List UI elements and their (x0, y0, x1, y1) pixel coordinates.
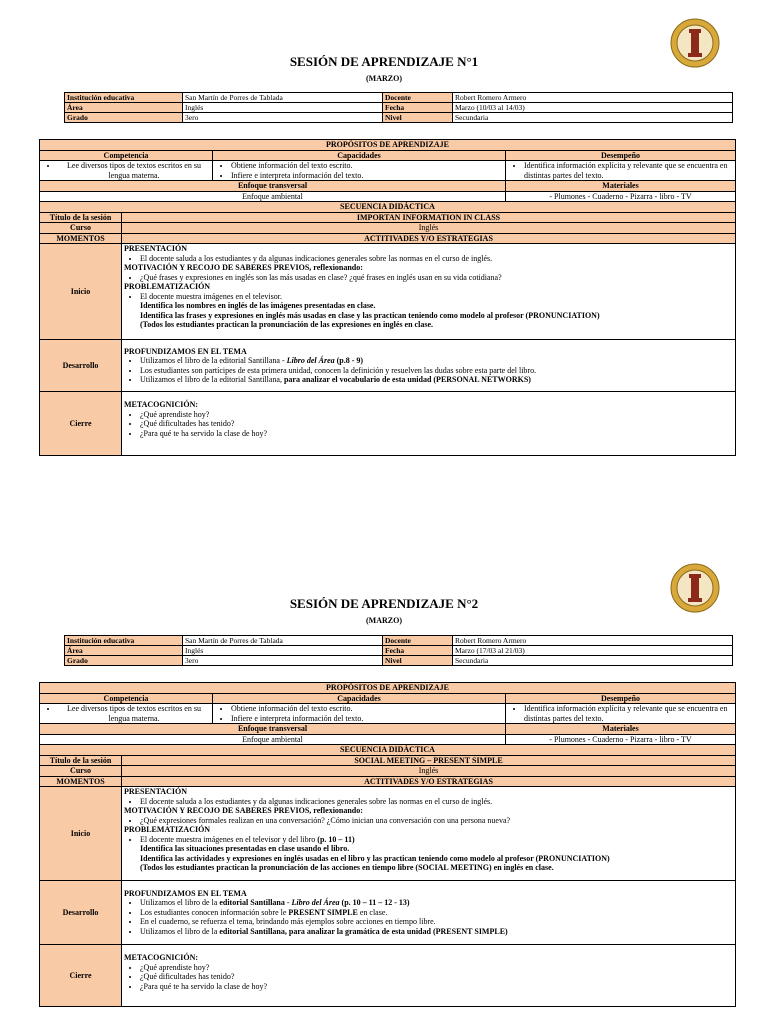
desarrollo-item: • Utilizamos el libro de la editorial Santillana, para analizar el vocabulario de esta unidad (PERSONAL NETWORKS) (140, 375, 733, 385)
desempeno-item: • Identifica información explícita y relevante que se encuentra en distintas partes del texto. (524, 704, 733, 723)
enfoque-value: Enfoque ambiental (40, 191, 506, 202)
problematizacion-title: PROBLEMATIZACIÓN (124, 825, 211, 834)
competencia-cell (40, 704, 213, 724)
level-value: Secundaria (453, 656, 733, 666)
purposes-table (39, 139, 736, 456)
titulo-value: IMPORTAN INFORMATION IN CLASS (122, 212, 736, 223)
competencia-header: Competencia (40, 150, 213, 161)
teacher-label: Docente (383, 93, 453, 103)
cierre-question: • ¿Qué dificultades has tenido? (140, 972, 733, 982)
desarrollo-item: • Los estudiantes son partícipes de esta primera unidad, conocen la definición y resuelven las dudas sobre esta parte del libro. (140, 366, 733, 376)
curso-label: Curso (40, 223, 122, 234)
capacidades-cell (213, 161, 506, 181)
desarrollo-item: • Utilizamos el libro de la editorial Santillana, para analizar la gramática de esta unidad (PRESENT SIMPLE) (140, 927, 733, 937)
curso-value: Inglés (122, 223, 736, 234)
desarrollo-title: PROFUNDIZAMOS EN EL TEMA (124, 346, 247, 356)
competencia-cell (40, 161, 213, 181)
area-value: Inglés (183, 646, 383, 656)
motivacion-title: MOTIVACIÓN Y RECOJO DE SABERES PREVIOS, reflexionando: (124, 263, 363, 272)
grade-value: 3ero (183, 113, 383, 123)
metacognicion-title: METACOGNICIÓN: (124, 400, 199, 409)
capacidades-header: Capacidades (213, 693, 506, 704)
area-label: Área (65, 103, 183, 113)
date-label: Fecha (383, 646, 453, 656)
desempeno-header: Desempeño (506, 150, 736, 161)
level-label: Nivel (383, 656, 453, 666)
cierre-question: • ¿Qué dificultades has tenido? (140, 419, 733, 429)
desarrollo-item: • En el cuaderno, se refuerza el tema, brindando más ejemplos sobre acciones en tiempo libre. (140, 917, 733, 927)
info-table (64, 635, 733, 666)
purposes-table (39, 682, 736, 1007)
inicio-label: Inicio (40, 244, 122, 340)
capacidades-header: Capacidades (213, 150, 506, 161)
grade-label: Grado (65, 656, 183, 666)
capacidad-item: • Infiere e interpreta información del texto. (231, 171, 503, 181)
session-month: (MARZO) (366, 74, 402, 83)
materiales-value: - Plumones - Cuaderno - Pizarra - libro - TV (506, 191, 736, 202)
cierre-question: • ¿Para qué te ha servido la clase de hoy? (140, 982, 733, 992)
momentos-label: MOMENTOS (40, 233, 122, 244)
cierre-question: • ¿Qué aprendiste hoy? (140, 410, 733, 420)
teacher-label: Docente (383, 636, 453, 646)
enfoque-header: Enfoque transversal (40, 181, 506, 192)
competencia-item: • Lee diversos tipos de textos escritos en su lengua materna. (58, 161, 210, 180)
cierre-label: Cierre (40, 392, 122, 456)
level-label: Nivel (383, 113, 453, 123)
curso-value: Inglés (122, 766, 736, 777)
institution-value: San Martín de Porres de Tablada (183, 93, 383, 103)
desempeno-cell (506, 704, 736, 724)
institution-value: San Martín de Porres de Tablada (183, 636, 383, 646)
session-title: SESIÓN DE APRENDIZAJE N°2 (289, 596, 479, 611)
inicio-line-2: Identifica las actividades y expresiones en inglés usadas en el libro y las practican teniendo como modelo al profesor (PRONUNCIATION) (140, 853, 610, 863)
inicio-label: Inicio (40, 787, 122, 881)
desempeno-header: Desempeño (506, 693, 736, 704)
inicio-line-1: Identifica las situaciones presentadas en clase usando el libro. (140, 844, 350, 853)
desarrollo-activities (122, 340, 736, 392)
desarrollo-label: Desarrollo (40, 340, 122, 392)
inicio-line-3: (Todos los estudiantes practican la pronunciación de las acciones en tiempo libre (SOCIAL MEETING) en inglés en clase. (140, 863, 554, 872)
motivacion-item: • ¿Qué expresiones formales realizan en una conversación? ¿Cómo inician una conversación con una persona nueva? (140, 816, 733, 826)
cierre-question: • ¿Para qué te ha servido la clase de hoy? (140, 429, 733, 439)
problematizacion-item: • El docente muestra imágenes en el televisor. (140, 292, 733, 302)
desarrollo-item: • Los estudiantes conocen información sobre le PRESENT SIMPLE en clase. (140, 908, 733, 918)
purposes-header: PROPÓSITOS DE APRENDIZAJE (40, 140, 736, 151)
date-label: Fecha (383, 103, 453, 113)
motivacion-item: • ¿Qué frases y expresiones en inglés son las más usadas en clase? ¿qué frases en inglés usan en su vida cotidiana? (140, 273, 733, 283)
desarrollo-item: • Utilizamos el libro de la editorial Santillana - Libro del Área (p. 10 – 11 – 12 - 13) (140, 898, 733, 908)
institution-label: Institución educativa (65, 93, 183, 103)
session-month: (MARZO) (366, 616, 402, 625)
enfoque-header: Enfoque transversal (40, 724, 506, 735)
cierre-activities (122, 392, 736, 456)
desempeno-item: • Identifica información explícita y relevante que se encuentra en distintas partes del texto. (524, 161, 733, 180)
titulo-value: SOCIAL MEETING – PRESENT SIMPLE (122, 755, 736, 766)
date-value: Marzo (10/03 al 14/03) (453, 103, 733, 113)
problematizacion-title: PROBLEMATIZACIÓN (124, 282, 211, 291)
presentacion-title: PRESENTACIÓN (124, 787, 187, 796)
competencia-item: • Lee diversos tipos de textos escritos en su lengua materna. (58, 704, 210, 723)
session-title: SESIÓN DE APRENDIZAJE N°1 (289, 54, 479, 69)
materiales-header: Materiales (506, 724, 736, 735)
teacher-value: Robert Romero Armero (453, 636, 733, 646)
secuencia-header: SECUENCIA DIDÁCTICA (40, 202, 736, 213)
actividades-label: ACTITIVADES Y/O ESTRATEGIAS (122, 233, 736, 244)
materiales-value: - Plumones - Cuaderno - Pizarra - libro - TV (506, 734, 736, 745)
secuencia-header: SECUENCIA DIDÁCTICA (40, 745, 736, 756)
actividades-label: ACTITIVADES Y/O ESTRATEGIAS (122, 776, 736, 787)
grade-value: 3ero (183, 656, 383, 666)
motivacion-title: MOTIVACIÓN Y RECOJO DE SABERES PREVIOS, reflexionando: (124, 806, 363, 815)
info-table (64, 92, 733, 123)
level-value: Secundaria (453, 113, 733, 123)
desarrollo-title: PROFUNDIZAMOS EN EL TEMA (124, 888, 247, 898)
enfoque-value: Enfoque ambiental (40, 734, 506, 745)
metacognicion-title: METACOGNICIÓN: (124, 953, 199, 962)
inicio-activities (122, 787, 736, 881)
purposes-header: PROPÓSITOS DE APRENDIZAJE (40, 683, 736, 694)
date-value: Marzo (17/03 al 21/03) (453, 646, 733, 656)
inicio-line-3: (Todos los estudiantes practican la pronunciación de las expresiones en inglés en clase. (140, 320, 433, 329)
institution-label: Institución educativa (65, 636, 183, 646)
capacidad-item: • Infiere e interpreta información del texto. (231, 714, 503, 724)
capacidad-item: • Obtiene información del texto escrito. (231, 161, 503, 171)
grade-label: Grado (65, 113, 183, 123)
area-label: Área (65, 646, 183, 656)
competencia-header: Competencia (40, 693, 213, 704)
cierre-question: • ¿Qué aprendiste hoy? (140, 963, 733, 973)
titulo-label: Título de la sesión (40, 755, 122, 766)
capacidades-cell (213, 704, 506, 724)
area-value: Inglés (183, 103, 383, 113)
inicio-activities (122, 244, 736, 340)
cierre-activities (122, 945, 736, 1007)
desarrollo-activities (122, 881, 736, 945)
curso-label: Curso (40, 766, 122, 777)
desarrollo-item: • Utilizamos el libro de la editorial Santillana - Libro del Área (p.8 - 9) (140, 356, 733, 366)
inicio-line-1: Identifica los nombres en inglés de las imágenes presentadas en clase. (140, 301, 376, 310)
desempeno-cell (506, 161, 736, 181)
titulo-label: Título de la sesión (40, 212, 122, 223)
presentacion-item: • El docente saluda a los estudiantes y da algunas indicaciones generales sobre las normas en el curso de inglés. (140, 797, 733, 807)
cierre-label: Cierre (40, 945, 122, 1007)
problematizacion-item: • El docente muestra imágenes en el televisor y del libro (p. 10 – 11) (140, 835, 733, 845)
materiales-header: Materiales (506, 181, 736, 192)
presentacion-title: PRESENTACIÓN (124, 244, 187, 253)
presentacion-item: • El docente saluda a los estudiantes y da algunas indicaciones generales sobre las normas en el curso de inglés. (140, 254, 733, 264)
desarrollo-label: Desarrollo (40, 881, 122, 945)
momentos-label: MOMENTOS (40, 776, 122, 787)
inicio-line-2: Identifica las frases y expresiones en inglés más usadas en clase y las practican teniendo como modelo al profesor (PRONUNCIATION) (140, 310, 600, 320)
teacher-value: Robert Romero Armero (453, 93, 733, 103)
capacidad-item: • Obtiene información del texto escrito. (231, 704, 503, 714)
